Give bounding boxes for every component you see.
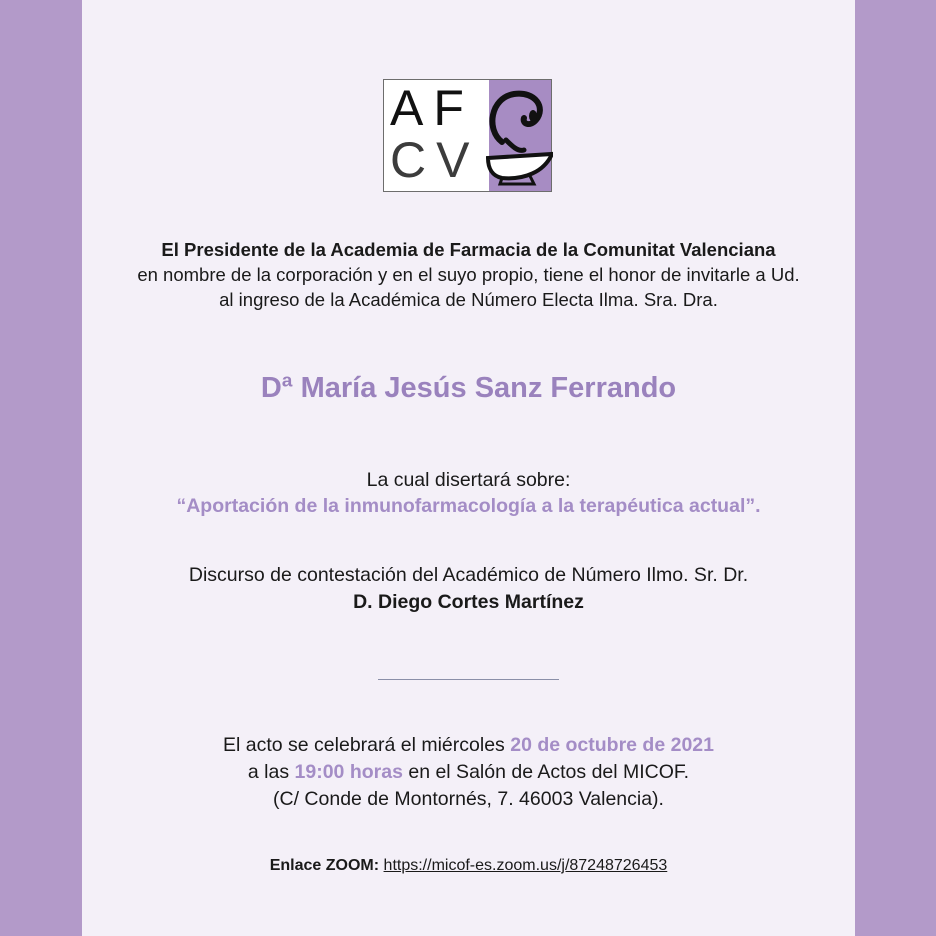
inviter-line: El Presidente de la Academia de Farmacia de la Comunitat Valenciana (161, 239, 776, 260)
pharmacy-cup-icon (384, 80, 553, 193)
invitation-card (82, 0, 855, 936)
response-speaker: D. Diego Cortes Martínez (353, 591, 584, 613)
logo-row-2: CV (390, 132, 480, 188)
event-time-line (82, 761, 855, 784)
event-date: 20 de octubre de 2021 (510, 734, 714, 756)
invitation-line-2: en nombre de la corporación y en el suyo propio, tiene el honor de invitarle a Ud. (137, 264, 800, 285)
logo-row-1: AF (390, 80, 474, 136)
invitation-line-3: al ingreso de la Académica de Número Electa Ilma. Sra. Dra. (219, 289, 718, 310)
event-time-prefix: a las (247, 761, 290, 783)
honoree-name: Dª María Jesús Sanz Ferrando (260, 372, 677, 404)
event-time: 19:00 horas (294, 761, 403, 783)
event-date-line (82, 734, 855, 757)
zoom-label: Enlace ZOOM: (269, 857, 380, 874)
section-divider (378, 679, 559, 680)
event-address: (C/ Conde de Montornés, 7. 46003 Valencia). (273, 788, 664, 810)
event-date-prefix: El acto se celebrará el miércoles (223, 734, 505, 756)
lecture-title: “Aportación de la inmunofarmacología a la terapéutica actual”. (176, 495, 761, 517)
zoom-link[interactable]: https://micof-es.zoom.us/j/87248726453 (383, 857, 668, 874)
lecture-intro: La cual disertará sobre: (366, 469, 571, 491)
afcv-logo (383, 79, 552, 192)
response-intro: Discurso de contestación del Académico de Número Ilmo. Sr. Dr. (188, 564, 749, 586)
zoom-link-line (82, 857, 855, 875)
event-venue: en el Salón de Actos del MICOF. (408, 761, 690, 783)
